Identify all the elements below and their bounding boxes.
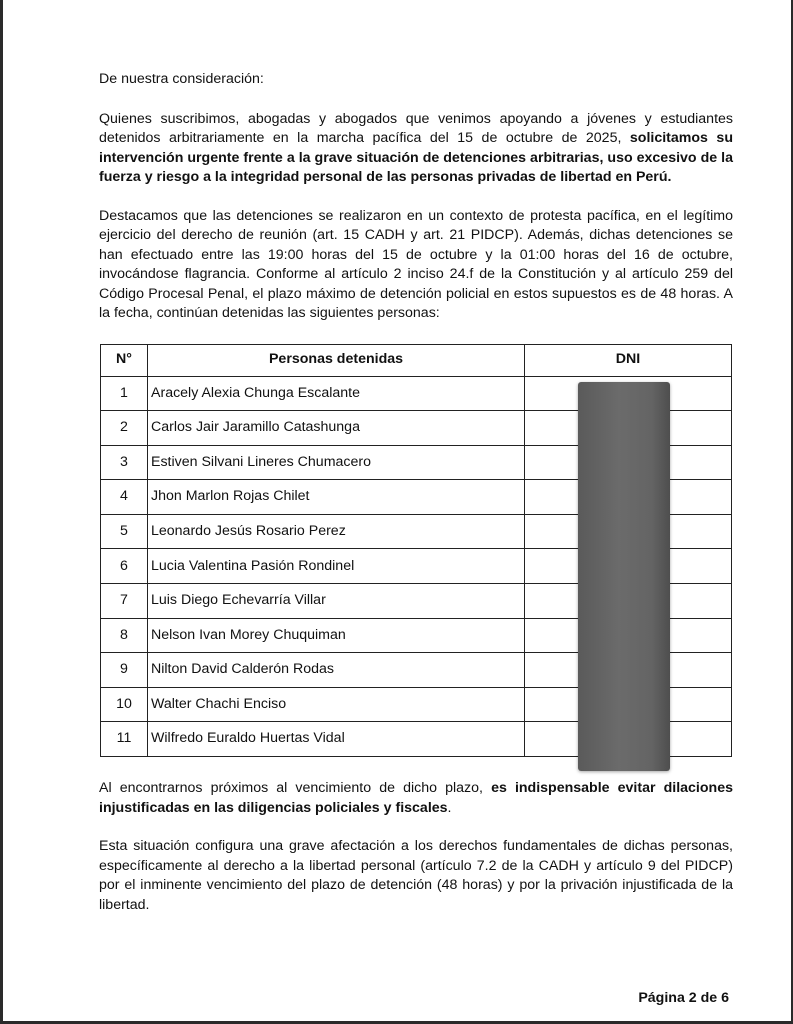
paragraph-request-bold: solicitamos su intervención urgente frente a la grave situación de detenciones arbitrarias, uso excesivo de la fuerza y riesgo a la integridad personal de las personas privadas de libertad en Perú. [99,130,733,185]
header-name: Personas detenidas [148,344,525,376]
table-header-row [101,344,732,376]
row-number: 8 [101,618,148,653]
row-number: 2 [101,411,148,446]
paragraph-context: Destacamos que las detenciones se realizaron en un contexto de protesta pacífica, en el legítimo ejercicio del derecho de reunión (art. 15 CADH y art. 21 PIDCP). Además, dichas detenciones se han efectuado entre las 19:00 horas del 15 de octubre y la 01:00 horas del 16 de octubre, invocándose flagrancia. Conforme al artículo 2 inciso 24.f de la Constitución y al artículo 259 del Código Procesal Penal, el plazo máximo de detención policial en estos supuestos es de 48 horas. A la fecha, continúan detenidas las siguientes personas: [99,207,733,321]
row-name: Nelson Ivan Morey Chuquiman [148,618,525,653]
row-name: Jhon Marlon Rojas Chilet [148,480,525,515]
paragraph-deadline-end: . [447,799,452,816]
row-number: 11 [101,722,148,757]
row-name: Aracely Alexia Chunga Escalante [148,376,525,411]
row-number: 6 [101,549,148,584]
row-name: Estiven Silvani Lineres Chumacero [148,445,525,480]
row-name: Nilton David Calderón Rodas [148,653,525,688]
row-number: 9 [101,653,148,688]
row-number: 1 [101,376,148,411]
header-number: N° [101,344,148,376]
paragraph-rights: Esta situación configura una grave afectación a los derechos fundamentales de dichas personas, específicamente al derecho a la libertad personal (artículo 7.2 de la CADH y artículo 9 del PIDCP) por el inminente vencimiento del plazo de detención (48 horas) y por la privación injustificada de la libertad. [99,838,733,913]
row-number: 5 [101,514,148,549]
paragraph-request [99,110,733,188]
row-number: 7 [101,584,148,619]
paragraph-deadline [99,779,733,818]
row-name: Walter Chachi Enciso [148,687,525,722]
greeting: De nuestra consideración: [99,71,264,87]
redaction-block [578,382,670,771]
row-number: 10 [101,687,148,722]
row-number: 4 [101,480,148,515]
row-name: Wilfredo Euraldo Huertas Vidal [148,722,525,757]
row-name: Lucia Valentina Pasión Rondinel [148,549,525,584]
page-number: Página 2 de 6 [638,990,729,1006]
paragraph-deadline-bold: es indispensable evitar dilaciones injustificadas en las diligencias policiales y fiscales [99,780,733,816]
header-dni: DNI [525,344,732,376]
paragraph-request-text: Quienes suscribimos, abogadas y abogados que venimos apoyando a jóvenes y estudiantes detenidos arbitrariamente en la marcha pacífica del 15 de octubre de 2025, [99,110,733,146]
row-name: Leonardo Jesús Rosario Perez [148,514,525,549]
paragraph-deadline-text: Al encontrarnos próximos al vencimiento de dicho plazo, [99,780,492,797]
document-page [3,0,791,1021]
row-number: 3 [101,445,148,480]
row-name: Luis Diego Echevarría Villar [148,584,525,619]
row-name: Carlos Jair Jaramillo Catashunga [148,411,525,446]
